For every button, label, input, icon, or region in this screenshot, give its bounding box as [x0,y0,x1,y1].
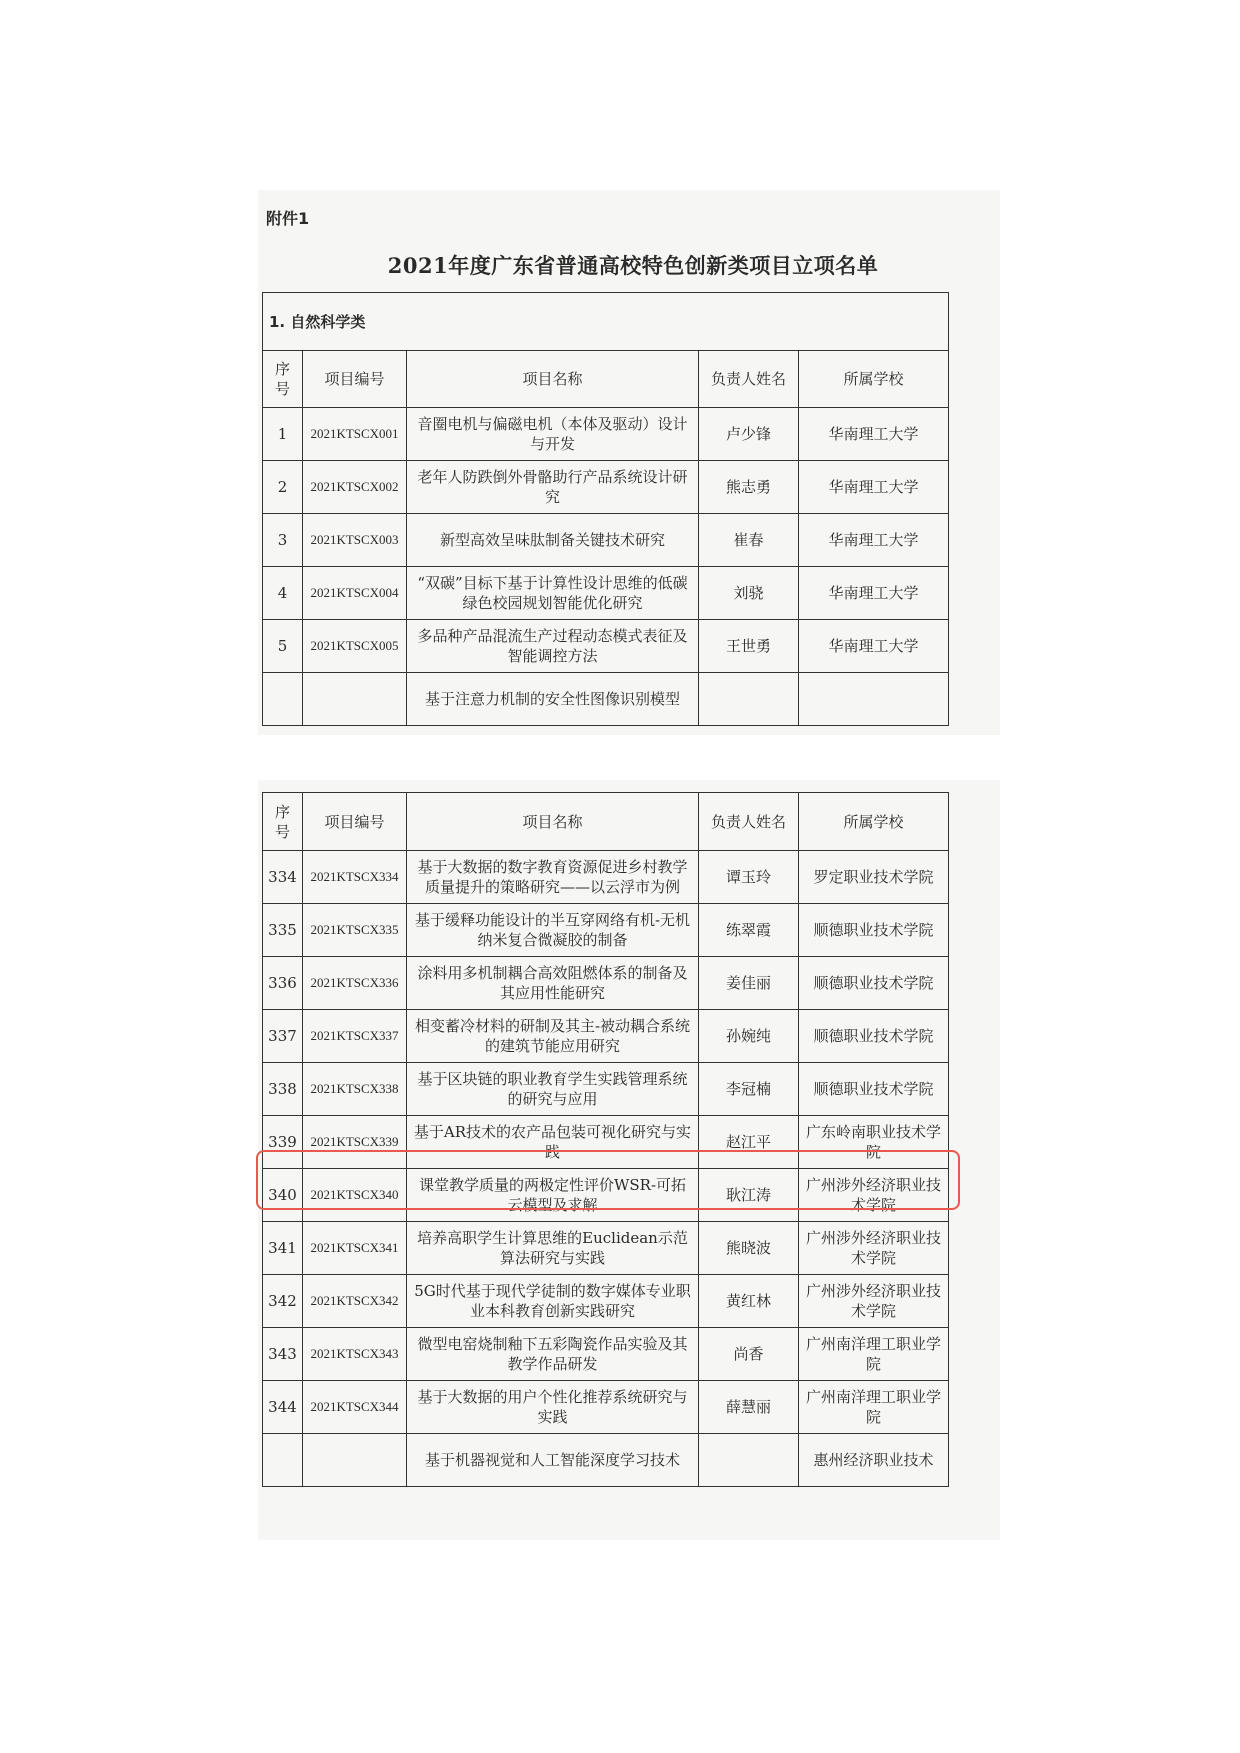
leader-name: 卢少锋 [699,408,799,461]
leader-name: 尚香 [699,1328,799,1381]
table-row [263,620,949,673]
row-number: 5 [263,620,303,673]
table-row [263,1434,949,1487]
project-code: 2021KTSCX335 [303,904,407,957]
row-number: 342 [263,1275,303,1328]
header-code: 项目编号 [303,351,407,408]
header-no: 序号 [263,793,303,851]
school-name: 广州南洋理工职业学院 [799,1328,949,1381]
table-row [263,851,949,904]
leader-name: 谭玉玲 [699,851,799,904]
project-name: 基于机器视觉和人工智能深度学习技术 [407,1434,699,1487]
row-number: 344 [263,1381,303,1434]
category-label: 1. 自然科学类 [263,293,949,351]
project-name: 新型高效呈味肽制备关键技术研究 [407,514,699,567]
school-name: 华南理工大学 [799,567,949,620]
project-code: 2021KTSCX001 [303,408,407,461]
project-name: 音圈电机与偏磁电机（本体及驱动）设计与开发 [407,408,699,461]
school-name: 顺德职业技术学院 [799,1010,949,1063]
project-name: “双碳”目标下基于计算性设计思维的低碳绿色校园规划智能优化研究 [407,567,699,620]
project-name: 微型电窑烧制釉下五彩陶瓷作品实验及其教学作品研发 [407,1328,699,1381]
leader-name: 耿江涛 [699,1169,799,1222]
school-name: 顺德职业技术学院 [799,957,949,1010]
school-name [799,673,949,726]
table-row [263,1222,949,1275]
document-title: 2021年度广东省普通高校特色创新类项目立项名单 [387,253,879,278]
project-code: 2021KTSCX003 [303,514,407,567]
row-number: 2 [263,461,303,514]
project-code: 2021KTSCX342 [303,1275,407,1328]
table-row [263,1381,949,1434]
row-number: 337 [263,1010,303,1063]
row-number: 341 [263,1222,303,1275]
header-leader: 负责人姓名 [699,351,799,408]
project-code: 2021KTSCX336 [303,957,407,1010]
school-name: 华南理工大学 [799,620,949,673]
leader-name: 黄红林 [699,1275,799,1328]
school-name: 顺德职业技术学院 [799,1063,949,1116]
table-row [263,514,949,567]
row-number: 336 [263,957,303,1010]
project-name: 5G时代基于现代学徒制的数字媒体专业职业本科教育创新实践研究 [407,1275,699,1328]
row-number: 343 [263,1328,303,1381]
project-name: 基于大数据的用户个性化推荐系统研究与实践 [407,1381,699,1434]
table-row [263,1275,949,1328]
project-name: 基于注意力机制的安全性图像识别模型 [407,673,699,726]
row-number: 340 [263,1169,303,1222]
table-row [263,567,949,620]
header-name: 项目名称 [407,351,699,408]
project-name: 课堂教学质量的两极定性评价WSR-可拓云模型及求解 [407,1169,699,1222]
project-code: 2021KTSCX005 [303,620,407,673]
school-name: 惠州经济职业技术 [799,1434,949,1487]
leader-name: 熊晓波 [699,1222,799,1275]
project-code: 2021KTSCX334 [303,851,407,904]
project-table-bottom [262,792,949,1487]
leader-name: 熊志勇 [699,461,799,514]
project-name: 基于AR技术的农产品包装可视化研究与实践 [407,1116,699,1169]
leader-name: 王世勇 [699,620,799,673]
table-top-clip [262,292,962,734]
table-row [263,1328,949,1381]
row-number: 335 [263,904,303,957]
header-leader: 负责人姓名 [699,793,799,851]
project-code: 2021KTSCX341 [303,1222,407,1275]
leader-name: 练翠霞 [699,904,799,957]
row-number: 1 [263,408,303,461]
project-code [303,1434,407,1487]
project-name: 涂料用多机制耦合高效阻燃体系的制备及其应用性能研究 [407,957,699,1010]
project-name: 基于大数据的数字教育资源促进乡村教学质量提升的策略研究——以云浮市为例 [407,851,699,904]
school-name: 广州涉外经济职业技术学院 [799,1275,949,1328]
leader-name: 李冠楠 [699,1063,799,1116]
header-name: 项目名称 [407,793,699,851]
annex-label: 附件1 [266,209,310,228]
leader-name [699,1434,799,1487]
project-name: 相变蓄冷材料的研制及其主-被动耦合系统的建筑节能应用研究 [407,1010,699,1063]
header-no: 序号 [263,351,303,408]
school-name: 顺德职业技术学院 [799,904,949,957]
project-name: 基于缓释功能设计的半互穿网络有机-无机纳米复合微凝胶的制备 [407,904,699,957]
row-number: 334 [263,851,303,904]
leader-name: 赵江平 [699,1116,799,1169]
row-number: 338 [263,1063,303,1116]
table-row [263,408,949,461]
project-code: 2021KTSCX344 [303,1381,407,1434]
header-code: 项目编号 [303,793,407,851]
school-name: 华南理工大学 [799,408,949,461]
row-number: 3 [263,514,303,567]
project-code: 2021KTSCX338 [303,1063,407,1116]
school-name: 广州南洋理工职业学院 [799,1381,949,1434]
table-row [263,1010,949,1063]
row-number: 4 [263,567,303,620]
project-code: 2021KTSCX337 [303,1010,407,1063]
leader-name [699,673,799,726]
leader-name: 薛慧丽 [699,1381,799,1434]
project-code: 2021KTSCX343 [303,1328,407,1381]
project-code: 2021KTSCX339 [303,1116,407,1169]
school-name: 广州涉外经济职业技术学院 [799,1222,949,1275]
project-code [303,673,407,726]
school-name: 华南理工大学 [799,461,949,514]
project-name: 基于区块链的职业教育学生实践管理系统的研究与应用 [407,1063,699,1116]
table-row [263,1063,949,1116]
leader-name: 刘骁 [699,567,799,620]
school-name: 华南理工大学 [799,514,949,567]
highlight-box [256,1150,960,1210]
header-school: 所属学校 [799,793,949,851]
school-name: 罗定职业技术学院 [799,851,949,904]
table-row [263,957,949,1010]
project-table-top [262,292,949,726]
project-code: 2021KTSCX340 [303,1169,407,1222]
leader-name: 姜佳丽 [699,957,799,1010]
school-name: 广东岭南职业技术学院 [799,1116,949,1169]
leader-name: 崔春 [699,514,799,567]
project-code: 2021KTSCX004 [303,567,407,620]
table-row [263,673,949,726]
project-name: 培养高职学生计算思维的Euclidean示范算法研究与实践 [407,1222,699,1275]
row-number [263,673,303,726]
table-row [263,904,949,957]
project-name: 多品种产品混流生产过程动态模式表征及智能调控方法 [407,620,699,673]
leader-name: 孙婉纯 [699,1010,799,1063]
project-code: 2021KTSCX002 [303,461,407,514]
row-number [263,1434,303,1487]
school-name: 广州涉外经济职业技术学院 [799,1169,949,1222]
table-row [263,461,949,514]
project-name: 老年人防跌倒外骨骼助行产品系统设计研究 [407,461,699,514]
header-school: 所属学校 [799,351,949,408]
row-number: 339 [263,1116,303,1169]
